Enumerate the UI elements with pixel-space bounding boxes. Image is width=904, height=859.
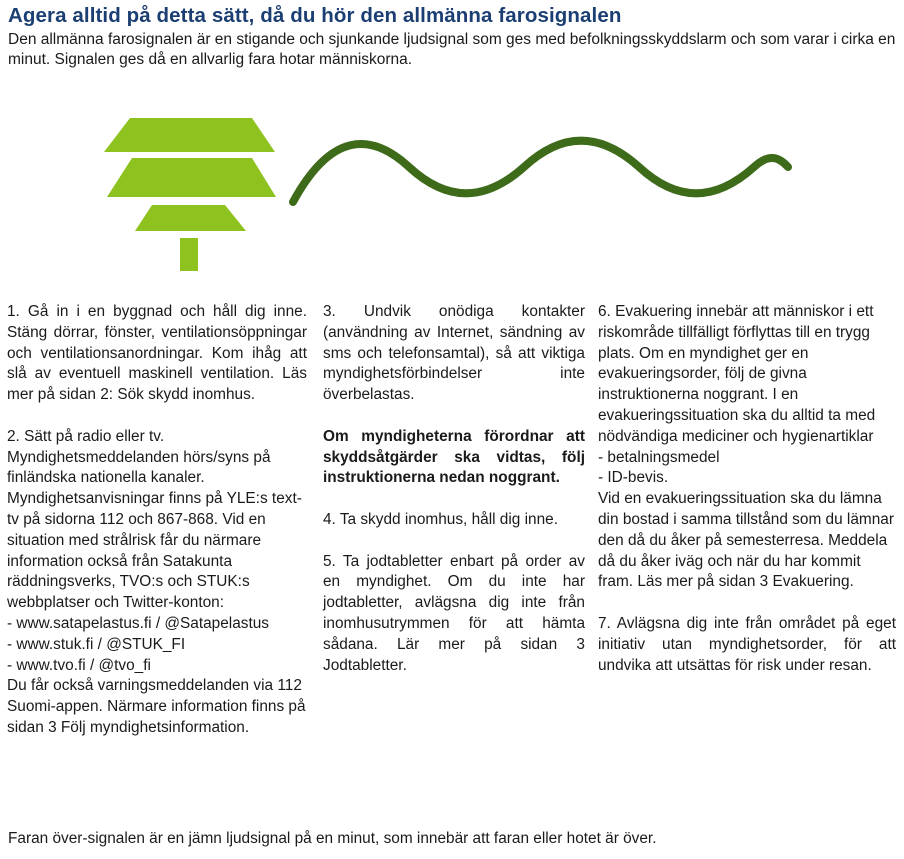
- instruction-6: [598, 302, 896, 593]
- list-item: - ID-bevis.: [598, 469, 669, 487]
- signal-illustration: [0, 100, 904, 280]
- column-1: [7, 302, 307, 739]
- link-tvo: - www.tvo.fi / @tvo_fi: [7, 656, 151, 674]
- instruction-6-end: Vid en evakueringssituation ska du lämna din bostad i samma tillstånd som du lämnar den då du åker på semesterresa. Meddela då du åker iväg och när du har kommit fram. Läs mer på sidan 3 Evakuering.: [598, 490, 894, 591]
- intro-text: Den allmänna farosignalen är en stigande och sjunkande ljudsignal som ges med befolkningsskyddslarm och som varar i cirka en minut. Signalen ges då en allvarlig fara hotar människorna.: [8, 31, 896, 68]
- page-title: Agera alltid på detta sätt, då du hör den allmänna farosignalen: [8, 4, 622, 27]
- instruction-4: 4. Ta skydd inomhus, håll dig inne.: [323, 510, 558, 528]
- column-3: [598, 302, 896, 676]
- link-stuk: - www.stuk.fi / @STUK_FI: [7, 635, 186, 653]
- column-2: [323, 302, 585, 676]
- instruction-2-end: Du får också varningsmeddelanden via 112 Suomi-appen. Närmare information finns på sidan 3 Följ myndighetsinformation.: [7, 677, 306, 736]
- instruction-7: 7. Avlägsna dig inte från området på eget initiativ utan myndighetsorder, för att undvika att utsättas för risk under resan.: [598, 614, 896, 674]
- wave-icon: [293, 141, 788, 202]
- instruction-6-text: 6. Evakuering innebär att människor i ett riskområde tillfälligt förflyttas till en trygg plats. Om en myndighet ger en evakueringsorder, följ de givna instruktionerna noggrant. I en evakueringssituation ska du alltid ta med nödvändiga mediciner och hygienartiklar: [598, 303, 876, 445]
- footer-note: Faran över-signalen är en jämn ljudsignal på en minut, som innebär att faran eller hotet är över.: [8, 830, 657, 847]
- instruction-1: 1. Gå in i en byggnad och håll dig inne. Stäng dörrar, fönster, ventilationsöppningar och ventilationsanordningar. Kom ihåg att slå av eventuell maskinell ventilation. Läs mer på sidan 2: Sök skydd inomhus.: [7, 303, 307, 404]
- list-item: - betalningsmedel: [598, 448, 720, 466]
- tree-icon: [104, 118, 276, 271]
- instruction-2-text: 2. Sätt på radio eller tv. Myndighetsmeddelanden hörs/syns på finländska nationella kanaler. Myndighetsanvisningar finns på YLE:s text-tv på sidorna 112 och 867-868. Vid en situation med strålrisk får du närmare information också från Satakunta räddningsverks, TVO:s och STUK:s webbplatser och Twitter-konton:: [7, 427, 302, 612]
- instruction-3: 3. Undvik onödiga kontakter (användning av Internet, sändning av sms och telefonsamtal), så att viktiga myndighetsförbindelser inte överbelastas.: [323, 303, 585, 404]
- instruction-2: [7, 427, 307, 739]
- authority-notice: Om myndigheterna förordnar att skyddsåtgärder ska vidtas, följ instruktionerna nedan noggrant.: [323, 427, 585, 487]
- link-satapelastus: - www.satapelastus.fi / @Satapelastus: [7, 614, 269, 632]
- instruction-5: 5. Ta jodtabletter enbart på order av en myndighet. Om du inte har jodtabletter, avlägsna dig inte från inomhusutrymmen för att hämta sådana. Lär mer på sidan 3 Jodtabletter.: [323, 552, 585, 674]
